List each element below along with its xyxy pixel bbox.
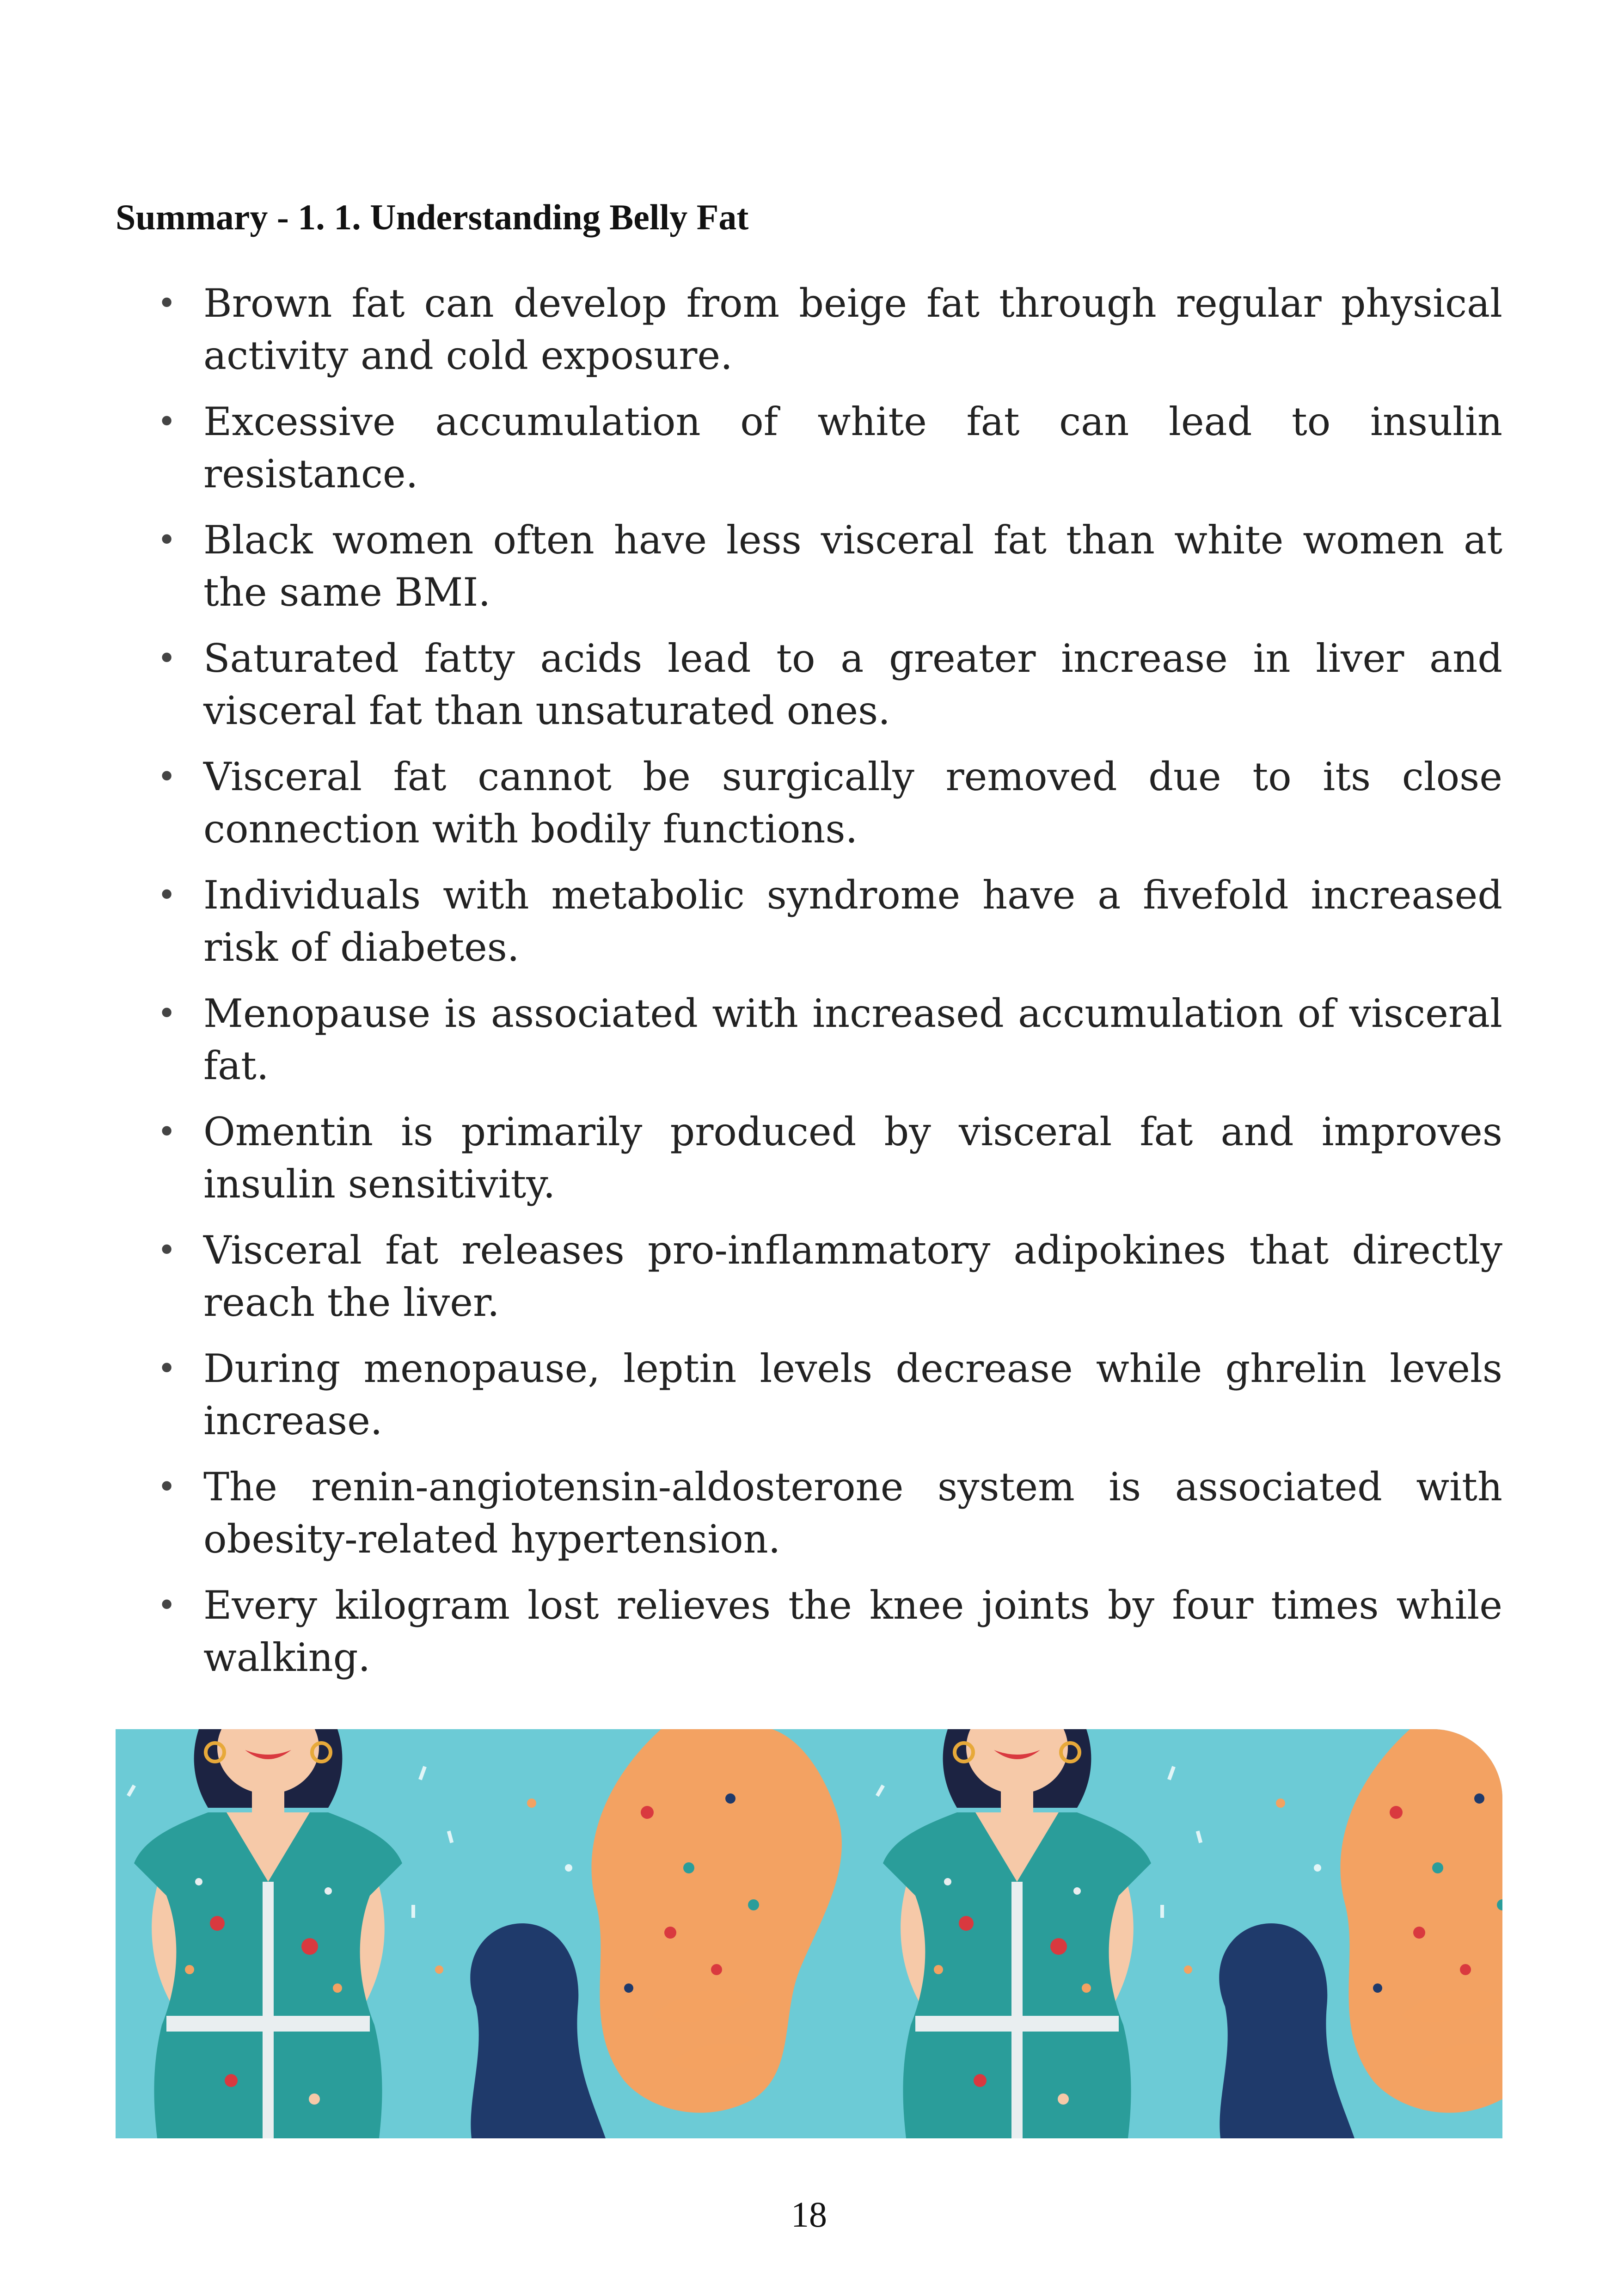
- list-item: • Omentin is primarily produced by visceral fat and improves insulin sensitivity.: [157, 1106, 1502, 1210]
- list-item: • Every kilogram lost relieves the knee joints by four times while walking.: [157, 1579, 1502, 1684]
- list-item: • Brown fat can develop from beige fat through regular physical activity and cold exposure.: [157, 277, 1502, 382]
- decorative-illustration: [116, 1729, 1502, 2138]
- page-number: 18: [791, 2194, 827, 2235]
- list-item: • During menopause, leptin levels decrease while ghrelin levels increase.: [157, 1343, 1502, 1447]
- list-item: • Visceral fat releases pro-inflammatory adipokines that directly reach the liver.: [157, 1224, 1502, 1329]
- list-item: • Saturated fatty acids lead to a greater increase in liver and visceral fat than unsaturated ones.: [157, 632, 1502, 737]
- list-item: • The renin-angiotensin-aldosterone system is associated with obesity-related hypertension.: [157, 1461, 1502, 1565]
- list-item: • Visceral fat cannot be surgically removed due to its close connection with bodily functions.: [157, 751, 1502, 855]
- summary-list: [157, 277, 1502, 1698]
- list-item: • Excessive accumulation of white fat can lead to insulin resistance.: [157, 396, 1502, 500]
- list-item: • Menopause is associated with increased accumulation of visceral fat.: [157, 988, 1502, 1092]
- section-heading: Summary - 1. 1. Understanding Belly Fat: [116, 197, 749, 237]
- list-item: • Black women often have less visceral fat than white women at the same BMI.: [157, 514, 1502, 619]
- list-item: • Individuals with metabolic syndrome have a fivefold increased risk of diabetes.: [157, 869, 1502, 974]
